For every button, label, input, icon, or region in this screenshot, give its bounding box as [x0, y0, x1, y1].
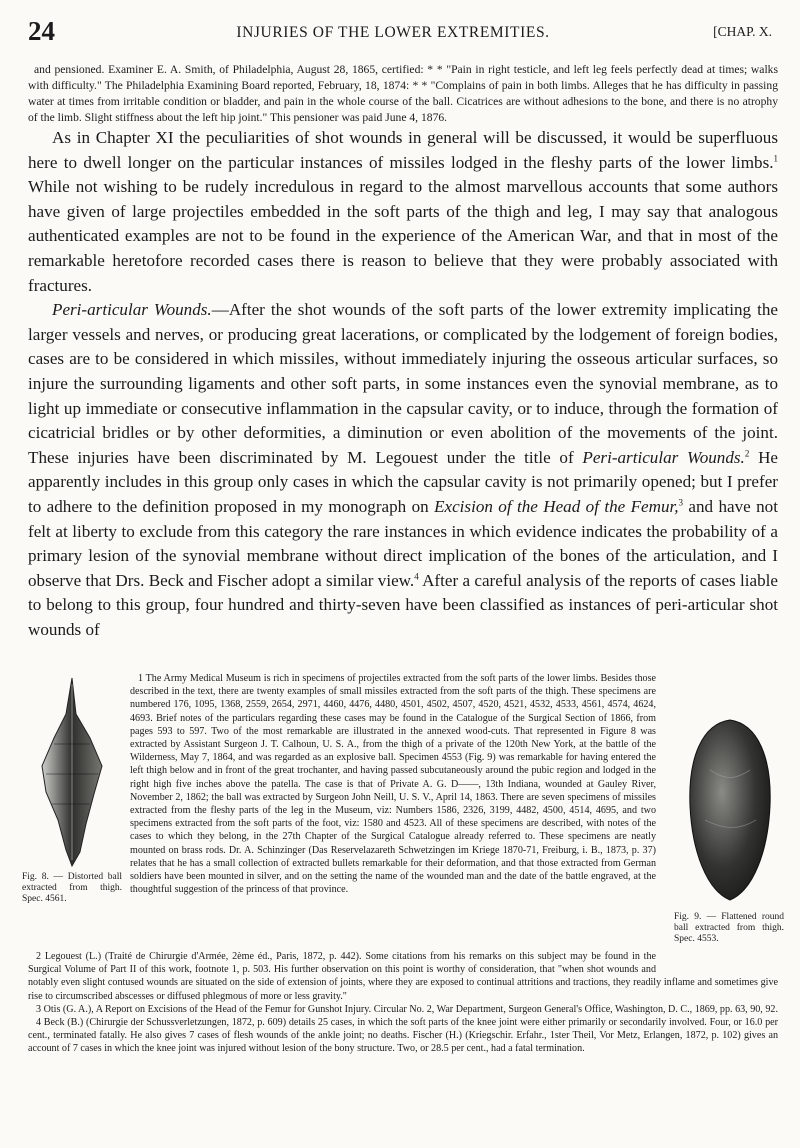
page-number: 24: [28, 16, 55, 46]
footnote-3: 3 Otis (G. A.), A Report on Excisions of the Head of the Femur for Gunshot Injury. Circular No. 2, War Department, Surgeon General's Office, Washington, D. C., 1869, pp. 63, 90, 92.: [36, 1003, 778, 1015]
paragraph-2-text-c: and have not felt at liberty to exclude from this category the rare instances in which evidence indicates the probability of a primary lesion of the synovial membrane without direct implication of the bones of the articulation, and I observe that Drs. Beck and Fischer adopt a similar view.: [28, 496, 778, 590]
footnote-ref-4: 4: [414, 571, 419, 581]
footnote-4: 4 Beck (B.) (Chirurgie der Schussverletzungen, 1872, p. 609) details 25 cases, in which the soft parts of the knee joint were either primarily or secondarily involved. Four, or 16.0 per cent., terminated fatally. He also gives 7 cases of flesh wounds of the ankle joint; no deaths. Fischer (H.) (Kriegschir. Erfahr., 1ster Theil, Vor Metz, Erlangen, 1872, p. 102) gives an account of 7 cases in which the knee joint was injured without lesion of the bony structure. Two, or 28.5 per cent., had a fatal termination.: [28, 1017, 778, 1055]
paragraph-2-text-b: He apparently includes in this group only cases in which the capsular cavity is not primarily opened; but I prefer to adhere to the definition proposed in my monograph on: [28, 447, 778, 516]
running-title: INJURIES OF THE LOWER EXTREMITIES.: [236, 24, 550, 41]
peri-articular-title: Peri-articular Wounds.: [582, 447, 745, 467]
paragraph-1-text-a: As in Chapter XI the peculiarities of shot wounds in general will be discussed, it would be superfluous here to dwell longer on the particular instances of missiles lodged in the fleshy parts of the lower limbs.: [28, 128, 778, 172]
figure-8-caption: Fig. 8. — Distorted ball extracted from thigh. Spec. 4561.: [22, 872, 122, 904]
footnote-1: 1 The Army Medical Museum is rich in specimens of projectiles extracted from the soft parts of the lower limbs. Besides those described in the text, there are twenty examples of small missiles extracted from the soft parts of the thigh. These specimens are numbered 176, 1095, 1368, 2559, 2654, 2971, 4460, 4476, 4480, 4501, 4502, 4507, 4520, 4521, 4532, 4533, 4561, 4574, 4624, 4693. Brief notes of the particulars regarding these cases may be found in the Catalogue of the Surgical Section of 1866, from pages 593 to 597. Two of the most remarkable are illustrated in the annexed wood-cuts. That represented in Figure 8 was extracted by Assistant Surgeon J. T. Calhoun, U. S. A., from the thigh of a private of the 120th New York, at the battle of the Wilderness, May 7, 1864, and was regarded as an explosive ball. Specimen 4553 (Fig. 9) was remarkable for having entered the left thigh below and in front of the great trochanter, and having passed subcutaneously around the pubic region and lodged in the right high five inches above the patella. The case is that of Private A. G. D——, 13th Indiana, wounded at Gauley River, November 2, 1862; the ball was extracted by Surgeon John Neill, U. S. V., April 14, 1863. There are seven specimens of missiles extracted from the fleshy parts of the leg in the Museum, viz: Numbers 1586, 2326, 3199, 4482, 4500, 4514, 4695, and two specimens extracted from the soft parts of the foot, viz: 1580 and 4523. All of these specimens are described, with notes of the cases to which they belong, in the 27th Chapter of the Surgical Catalogue already referred to. These specimens are neatly mounted on brass rods. Dr. A. Schinzinger (Das Reservelazareth Schwetzingen im Kriege 1870-71, Freiburg, i. B., 1873, p. 37) relates that he has a small collection of extracted bullets remarkable for their deformation, and that those extracted from German soldiers have been mounted in silver, and on the setting the name of the wounded man and the date of the battle engraved, at the thoughtful suggestion of the princess of that province.: [130, 673, 656, 896]
footnote-ref-3: 3: [678, 497, 684, 508]
paragraph-2-text-d: After a careful analysis of the reports of cases liable to belong to this group, four hundred and thirty-seven have been classified as instances of peri-articular shot wounds of: [28, 570, 778, 639]
paragraph-2: [28, 298, 778, 642]
footnote-2: 2 Legouest (L.) (Traité de Chirurgie d'Armée, 2ème éd., Paris, 1872, p. 442). Some citations from his remarks on this subject may be found in the Surgical Volume of Part II of this work, footnote 1, p. 503. His further observation on this point is worthy of consideration, that "when shot wounds and notably even slight contused wounds are situated on the side of extension of joints, where they are exposed to continual attritions and tractions, they readily inflame and sometimes give rise to circumscribed abscesses or diffused phlegmous of more or less gravity.": [28, 951, 778, 1002]
figure-9: [664, 710, 784, 968]
footnote-ref-2: 2: [744, 448, 750, 459]
running-header: [14, 6, 772, 46]
footnote-ref-1: 1: [773, 152, 778, 163]
monograph-title: Excision of the Head of the Femur,: [434, 496, 679, 516]
case-note-text: and pensioned. Examiner E. A. Smith, of Philadelphia, August 28, 1865, certified: * * "Pain in right testicle, and left leg feels perfectly dead at times; walks with difficulty." The Philadelphia Examining Board reported, February, 18, 1874: * * "Complains of pain in both limbs. Alleges that he has difficulty in passing water at times from irritable condition or bladder, and pain in the whole course of the ball. Cicatrices are without adhesions to the bone, and there is no atrophy of the limb. Slight stiffness about the left hip joint." This pensioner was paid June 4, 1876.: [28, 63, 778, 124]
figure-9-caption: Fig. 9. — Flattened round ball extracted from thigh. Spec. 4553.: [674, 912, 784, 944]
distorted-ball-illustration: [32, 674, 112, 870]
footnote-1-block: [22, 672, 784, 950]
flattened-ball-illustration: [680, 710, 780, 906]
paragraph-2-text-a: —After the shot wounds of the soft parts of the lower extremity implicating the larger vessels and nerves, or producing great lacerations, or complicated by the lodgement of foreign bodies, cases are to be considered in which missiles, without immediately injuring the osseous articular surfaces, so injure the surrounding ligaments and other soft parts, in some instances even the synovial membrane, as to light up immediate or consecutive inflammation in the capsular cavity, or to induce, through the formation of cicatricial bridles or by other deformities, a diminution or even abolition of the movements of the joint. These injuries have been discriminated by M. Legouest under the title of: [28, 300, 778, 467]
figure-8: [20, 672, 122, 904]
paragraph-1: [28, 126, 778, 298]
paragraph-1-text-b: While not wishing to be rudely incredulous in regard to the almost marvellous accounts that some authors have given of large projectiles embedded in the soft parts of the thigh and leg, I may say that analogous authenticated examples are not to be found in the experience of the American War, and that in most of the remarkable heretofore recorded cases there is reason to believe that they were probably associated with fractures.: [28, 177, 778, 295]
section-heading: Peri-articular Wounds.: [52, 300, 212, 320]
case-note: [28, 62, 778, 126]
footnotes: [22, 672, 784, 1056]
main-text: [28, 126, 778, 642]
chapter-label: [CHAP. X.: [713, 24, 772, 39]
